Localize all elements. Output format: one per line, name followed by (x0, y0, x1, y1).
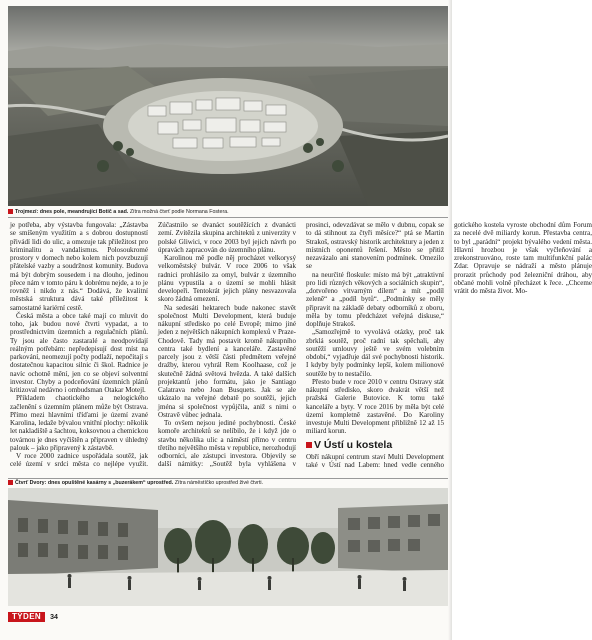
bottom-caption-label: Čtvrť Dvory: dnes opuštěné kasárny s „buzerákem“ uprostřed. (15, 480, 174, 486)
caption-square-bullet-icon (8, 480, 13, 485)
article-paragraph: To ovšem nejsou jediné pochybnosti. České komoře architektů se nelíbilo, že i když jde o stavbu několika ulic a náměstí přímo v centru třetího největšího města v republice, nerozhodují odborníci, ale zástupci investora. Objevily se další námitky: „Soutěž byla vyhlášena v prosinci, odevzdávat se mělo v dubnu, copak se to dá stihnout za čtyři měsíce?“ ptá se Martin Strakoš, ostravský historik architektury a jeden z místních oponentů řešení. Město se přitiž nezavázalo ani stanovením podmínek. Omezilo se (158, 221, 444, 469)
top-caption-label: Trojmezí: dnes pole, meandrující Botič a sad. (15, 209, 129, 215)
page-edge-shadow (448, 0, 452, 640)
plaza-rendering-photo (8, 488, 448, 606)
article-body (10, 221, 592, 476)
caption-square-bullet-icon (8, 209, 13, 214)
page-footer (8, 612, 58, 622)
article-paragraph: V roce 2000 zadnice uspořádala soutěž, jak celé území v srdci města co nejlépe využít. Zúčastnilo se dvanáct soutěžících z dvanácti zemí. Zvítězila skupina architektů z univerzity v polské Gliwici, v roce 2003 byl jejich návrh po úpravách zapracován do územního plánu. (10, 221, 296, 469)
article-paragraph: Karolinou mě podle něj procházet velkorysý velkoměstský bulvár. V roce 2006 to však radnici prohlásilo za omyl, bulvár z územního plánu vypustila a o území se mohli hlásit developeři. Tentokrát jejich plány nesvazovala skoro žádná omezení. (158, 254, 296, 304)
article-paragraph: Obří nákupní centrum staví Multi Development také v Ústí nad Labem: hned vedle cenného gotického kostela vyroste obchodní dům Forum za necelé dvě miliardy korun. Přestavba centra, to byl „parádní“ projekt bývalého vedení města. Hlavní hrozbou je však vyčleňování a zrekonstruováno, roste tam multifunkční palác Zdar. Opravuje se nádraží a město plánuje prorazit průchody pod železniční dráhou, aby občané mohli volně přecházet k řece. „Chceme vrátit do města život. Mo- (306, 221, 592, 469)
section-heading (306, 439, 444, 451)
aerial-rendering-image (8, 6, 448, 206)
section-heading-text: V Ústí u kostela (314, 438, 393, 451)
article-paragraph: „Samozřejmě to vyvolává otázky, proč tak zbrklá soutěž, proč radní tak spěchali, aby soutěží umlouvy ještě ve svém volebním období,“ vyjadřuje dál své pochybnosti historik. I kdyby byly podmínky lepší, kolem milionové soutěže by to nestačilo. (306, 328, 444, 378)
page-number: 34 (50, 613, 58, 621)
article-paragraph: Česká města a obce také mají co mluvit do toho, jak budou nové čtvrti vypadat, a to prostřednictvím územních a regulačních plánů. Ty jsou ale často zastaralé a neodpovídají reálným potřebám: nepředepisují dost míst na parkování, neomezují počty podlaží, nepočítají s dostatečnou kapacitou silnic či škol. Radnice je navíc ochotně mění, jen co se objeví solventní investor. Chyby a podceňování územních plánů kritizoval nedávno i ombudsman Otakar Motejl. (10, 311, 148, 394)
top-photo-caption (8, 208, 448, 218)
top-caption-text: Zítra možná čtvrť podle Normana Fostera. (129, 209, 229, 215)
bottom-photo-caption (8, 478, 448, 488)
article-paragraph: je potřeba, aby výstavba fungovala: „Zástavba se smíšeným využitím a s dobrou dostupností přivádí lidi do ulic, a omezuje tak přiležitost pro kriminalitu a vandalismus. Polosoukromé prostory v domech nebo kolem nich povzbuzují přátelské vazby a soudržnost komunity. Budova má být dobrým sousedem i na dlouho, jedinou přece nám v tomto páru k dobrému nejde, a to je rovněž i nikdo z nás.“ Dodává, že kvalitní městská struktura dává také příležitost k samostatné kariérní cestě. (10, 221, 148, 312)
article-paragraph: Přesto bude v roce 2010 v centru Ostravy stát nákupní středisko, skoro dvakrát větší než pražská Galerie Butovice. K tomu také kanceláře a byty. V roce 2016 by měla být celé území kompletně zastavěné. Do Karoliny investuje Multi Development přibližně 12 až 15 miliard korun. (306, 377, 444, 436)
article-paragraph: na neurčité floskule: místo má být „atraktivní pro lidi různých věkových a sociálních skupin“, „dotvořeno vitvarným dílem“ a mít „podíl zeleně“ a „podíl bytů“. „Podmínky se měly připravit na základě debaty odborníků z oboru, měla by tomu předcházet veřejná diskuse,“ doplňuje Strakoš. (306, 270, 444, 328)
aerial-rendering-photo (8, 6, 448, 206)
article-paragraph: Příkladem chaotického a nelogického začlenění s územním plánem může být Ostrava. Přímo mezi hlavními tříďami je území zvané Karolina, ledaže bývalou vnitřní plochy: několik let nakladiště a šachtou, koksovnou a chemickou továrnou je dnes vyčištěn a připraven v úhledný palouk – jako připravený k zástavbě. (10, 394, 148, 452)
heading-square-bullet-icon (306, 442, 312, 448)
plaza-rendering-image (8, 488, 448, 606)
bottom-caption-text: Zítra náměstíčko uprostřed živé čtvrti. (174, 480, 264, 486)
magazine-logo: TÝDEN (8, 612, 45, 622)
article-paragraph: Na sedesáti hektarech bude nakonec stavět společnost Multi Development, která buduje nákupní středisko po celé Evropě; mimo jiné jeden z největších nákupních komplexů v Praze-Chodově. Tady má postavit kromě nákupního centra také bydlení a kanceláře. Zastavěné parcely jsou z větší části předmětem veřejné dražby, kterou vyhrál Rem Koolhaase, což je skutečně žádná světová hvězda. A také dalších projektantů jeho formátu, jako je Santiago Calatrava nebo Joan Busquets. Jak se ale ukázalo na veřejné debatě po soutěži, jejich jména si společnost vypůjčila, aniž s nimi o Ostravě vůbec jednala. (158, 303, 296, 419)
